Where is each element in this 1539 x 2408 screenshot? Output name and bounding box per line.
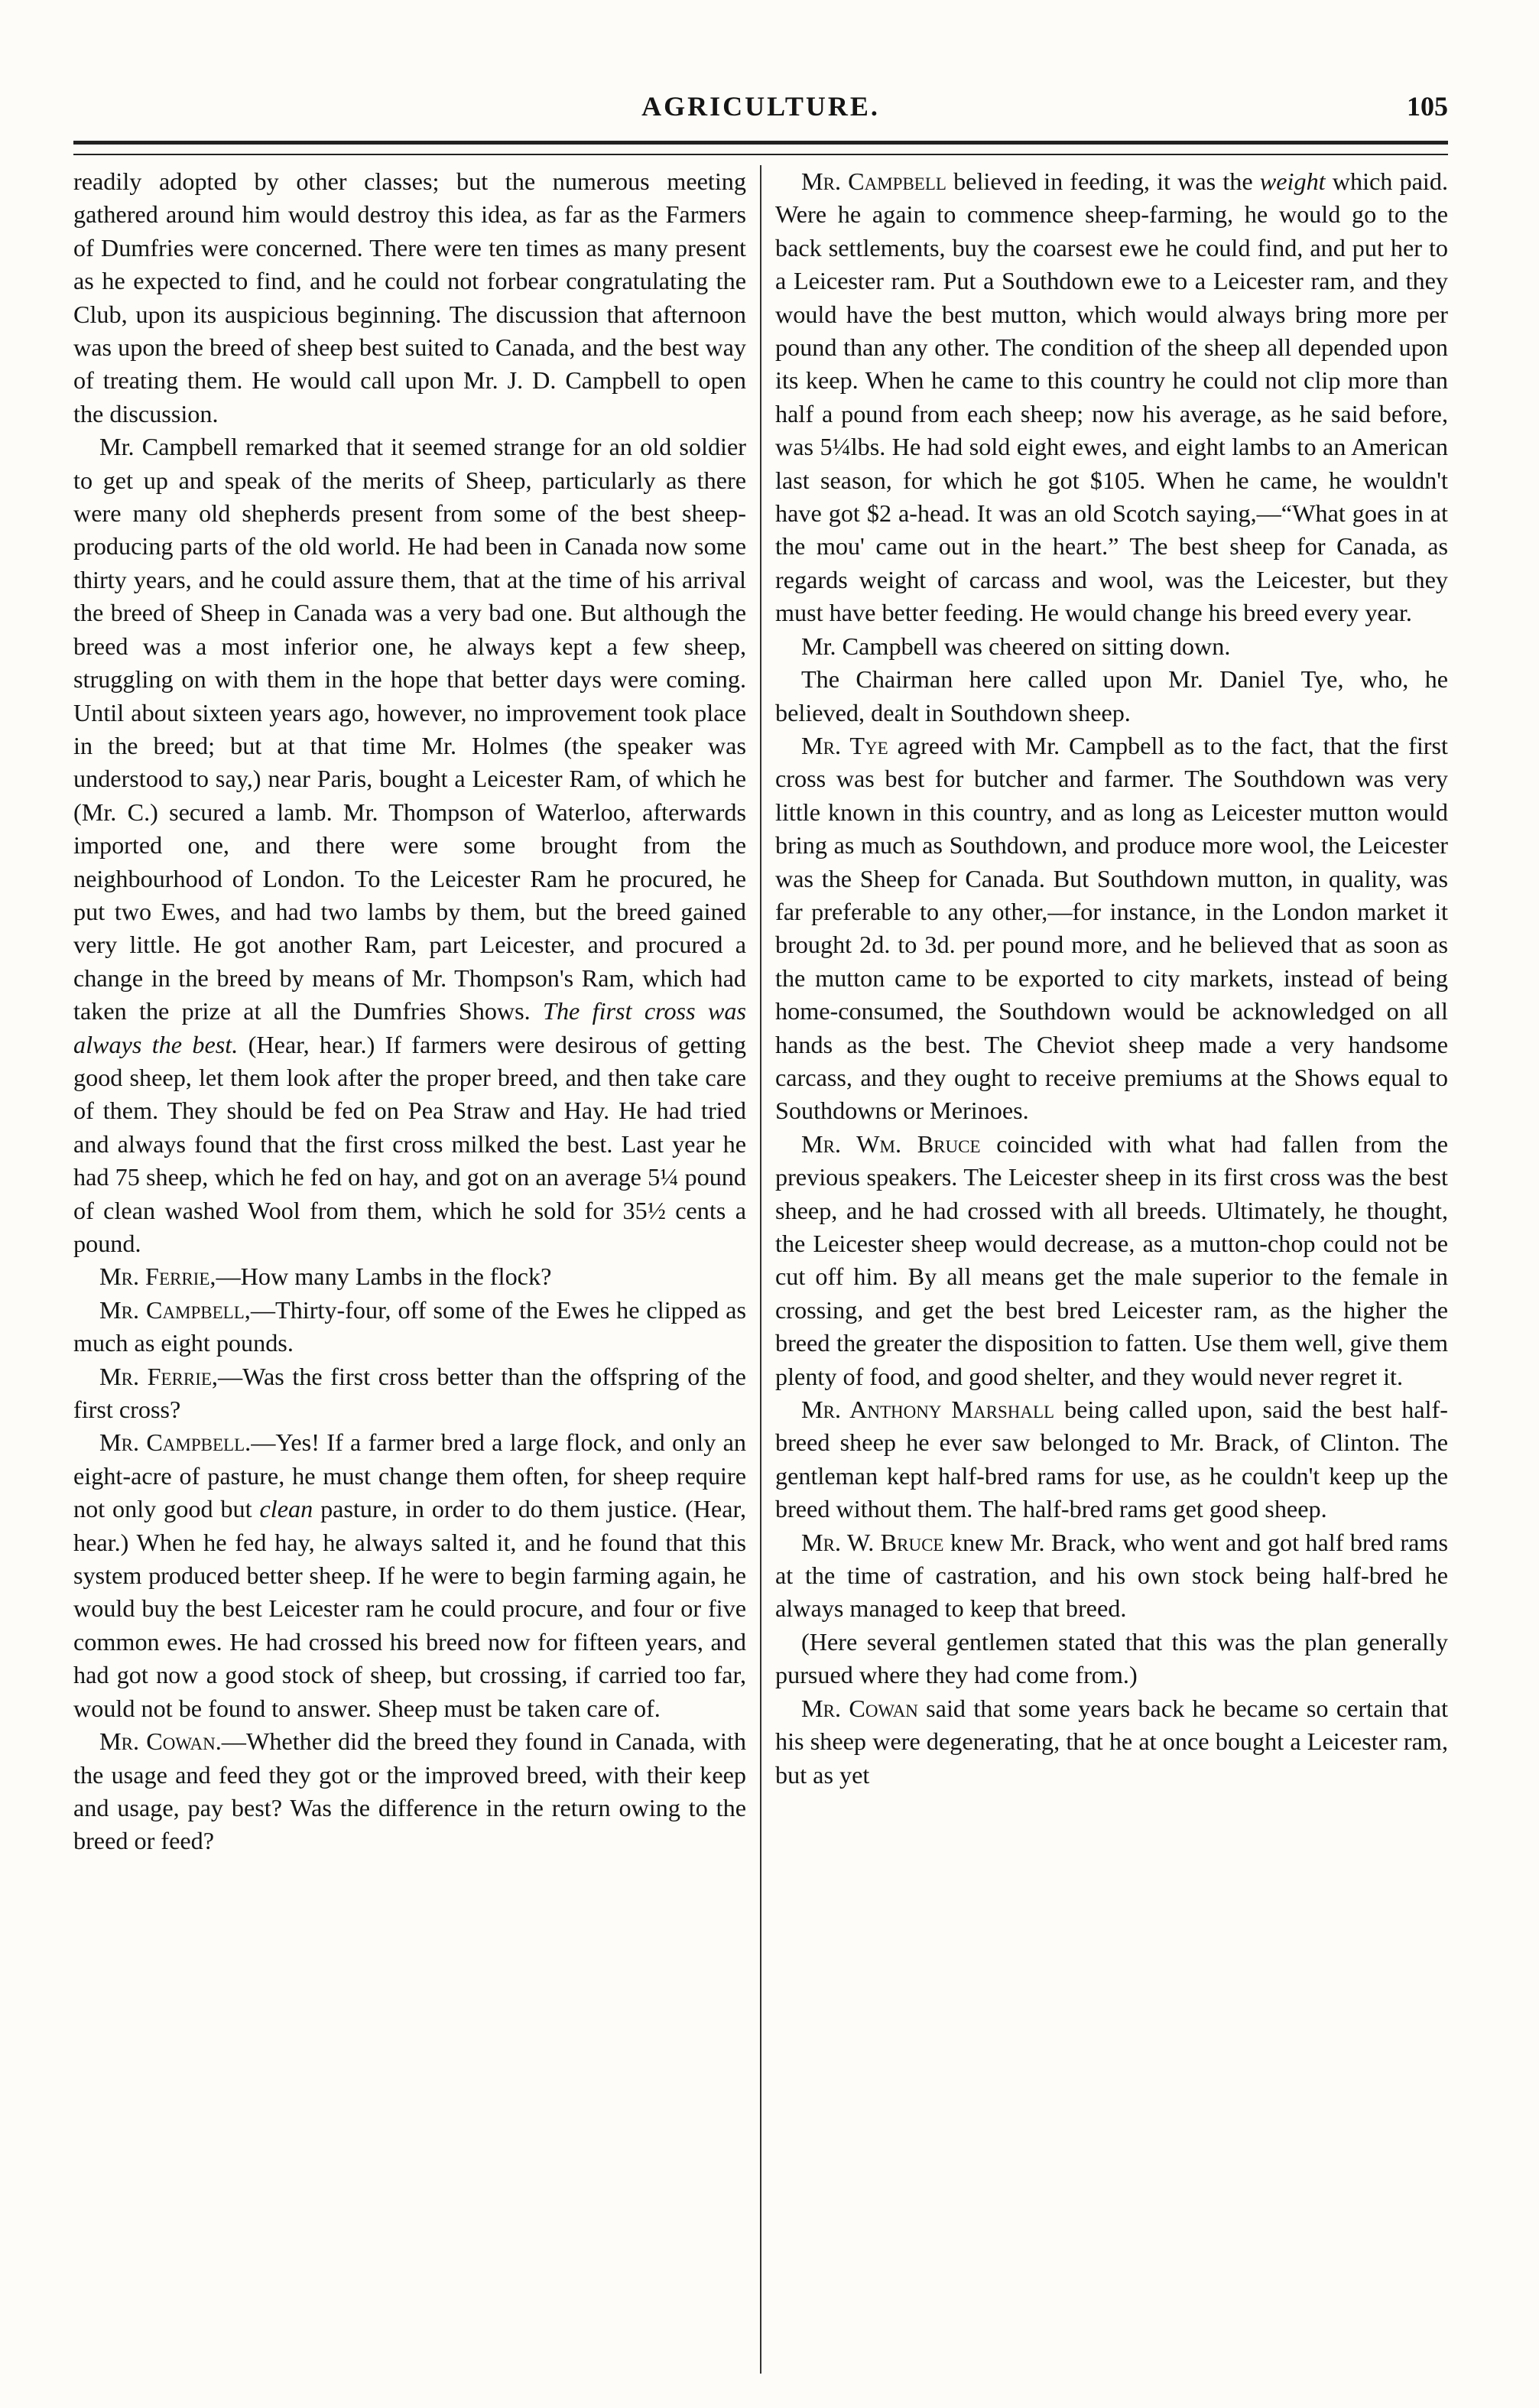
- paragraph-text: (Hear, hear.) If farmers were desirous of getting good sheep, let them look after the proper breed, and then take care of them. They should be fed on Pea Straw and Hay. He had tried and always found that the first cross milked the best. Last year he had 75 sheep, which he fed on hay, and got on an average 5¼ pound of clean washed Wool from them, which he sold for 35½ cents a pound.: [73, 1030, 746, 1257]
- paragraph: [775, 663, 1448, 730]
- page-header: [73, 87, 1448, 135]
- body-columns: [73, 165, 1448, 2374]
- paragraph: [73, 1294, 746, 1360]
- paragraph: [73, 431, 746, 1260]
- column-gutter: [746, 165, 775, 2374]
- paragraph-text: —How many Lambs in the flock?: [216, 1262, 552, 1291]
- document-page: [73, 87, 1448, 2374]
- speaker-name: Mr. Cowan: [801, 1694, 918, 1722]
- paragraph: [775, 165, 1448, 630]
- paragraph-text: agreed with Mr. Campbell as to the fact, that the first cross was best for butcher and farmer. The Southdown was very little known in this country, and as long as Leicester mutton would bring as much as Southdown, and produce more wool, the Leicester was the Sheep for Canada. But Southdown mutton, in quality, was far preferable to any other,—for instance, in the London market it brought 2d. to 3d. per pound more, and he believed that as soon as the mutton came to be exported to city markets, instead of being home-consumed, the Southdown would be acknowledged on all hands as the best. The Cheviot sheep made a very handsome carcass, and they ought to receive premiums at the Shows equal to Southdowns or Merinoes.: [775, 731, 1448, 1125]
- header-rule: [73, 141, 1448, 155]
- left-column: [73, 165, 746, 2374]
- paragraph: [775, 1128, 1448, 1393]
- paragraph: [775, 1626, 1448, 1692]
- paragraph-text: —Whether did the breed they found in Canada, with the usage and feed they got or the improved breed, with their keep and usage, pay best? Was the difference in the return owing to the breed or feed?: [73, 1727, 746, 1855]
- paragraph-text: Mr. Campbell remarked that it seemed strange for an old soldier to get up and speak of the merits of Sheep, particularly as there were many old shepherds present from some of the best sheep-producing parts of the old world. He had been in Canada now some thirty years, and he could assure them, that at the time of his arrival the breed of Sheep in Canada was a very bad one. But although the breed was a most inferior one, he always kept a few sheep, struggling on with them in the hope that better days were coming. Until about sixteen years ago, however, no improvement took place in the breed; but at that time Mr. Holmes (the speaker was understood to say,) near Paris, bought a Leicester Ram, of which he (Mr. C.) secured a lamb. Mr. Thompson of Waterloo, afterwards imported one, and there were some brought from the neighbourhood of London. To the Leicester Ram he procured, he put two Ewes, and had two lambs by them, but the breed gained very little. He got another Ram, part Leicester, and procured a change in the breed by means of Mr. Thompson's Ram, which had taken the prize at all the Dumfries Shows.: [73, 433, 746, 1025]
- paragraph-text: —Was the first cross better than the offspring of the first cross?: [73, 1362, 746, 1424]
- paragraph-text: being called upon, said the best half-breed sheep he ever saw belonged to Mr. Brack, of Clinton. The gentleman kept half-bred rams for use, as he couldn't keep up the breed without them. The half-bred rams get good sheep.: [775, 1396, 1448, 1523]
- speaker-name: Mr. Campbell.: [99, 1428, 252, 1457]
- paragraph: [73, 165, 746, 431]
- paragraph-text: said that some years back he became so certain that his sheep were degenerating, that he at once bought a Leicester ram, but as yet: [775, 1694, 1448, 1789]
- page-number: 105: [1407, 91, 1448, 122]
- speaker-name: Mr. Anthony Marshall: [801, 1396, 1055, 1424]
- paragraph-text: (Here several gentlemen stated that this was the plan generally pursued where they had come from.): [775, 1627, 1448, 1689]
- paragraph: [775, 1692, 1448, 1792]
- speaker-name: Mr. Tye: [801, 731, 888, 759]
- speaker-name: Mr. Wm. Bruce: [801, 1129, 981, 1158]
- paragraph-text: pasture, in order to do them justice. (Hear, hear.) When he fed hay, he always salted it, and he found that this system produced better sheep. If he were to begin farming again, he would buy the best Leicester ram he could procure, and four or five common ewes. He had crossed his breed now for fifteen years, and had got now a good stock of sheep, but crossing, if carried too far, would not be found to answer. Sheep must be taken care of.: [73, 1495, 746, 1722]
- paragraph: [73, 1725, 746, 1858]
- speaker-name: Mr. Campbell: [801, 167, 946, 195]
- paragraph-text: —Thirty-four, off some of the Ewes he clipped as much as eight pounds.: [73, 1295, 746, 1357]
- paragraph-text: coincided with what had fallen from the previous speakers. The Leicester sheep in its first cross was the best sheep, and he had crossed with all breeds. Ultimately, he thought, the Leicester sheep would decrease, as a mutton-chop could not be cut off him. By all means get the male superior to the female in crossing, and get the best bred Leicester ram, as the higher the breed the greater the disposition to fatten. Use them well, give them plenty of food, and good shelter, and they would never regret it.: [775, 1129, 1448, 1390]
- emphasis-text: The first cross was always the best.: [73, 997, 746, 1058]
- paragraph-text: believed in feeding, it was the: [946, 167, 1260, 195]
- paragraph-text: readily adopted by other classes; but the numerous meeting gathered around him would destroy this idea, as far as the Farmers of Dumfries were concerned. There were ten times as many present as he expected to find, and he could not forbear congratulating the Club, upon its auspicious beginning. The discussion that afternoon was upon the breed of sheep best suited to Canada, and the best way of treating them. He would call upon Mr. J. D. Campbell to open the discussion.: [73, 167, 746, 427]
- paragraph-text: which paid. Were he again to commence sheep-farming, he would go to the back settlements, buy the coarsest ewe he could find, and put her to a Leicester ram. Put a Southdown ewe to a Leicester ram, and they would have the best mutton, which would always bring more per pound than any other. The condition of the sheep all depended upon its keep. When he came to this country he could not clip more than half a pound from each sheep; now his average, as he said before, was 5¼lbs. He had sold eight ewes, and eight lambs to an American last season, for which he got $105. When he came, he wouldn't have got $2 a-head. It was an old Scotch saying,—“What goes in at the mou' came out in the heart.” The best sheep for Canada, as regards weight of carcass and wool, was the Leicester, but they must have better feeding. He would change his breed every year.: [775, 167, 1448, 627]
- speaker-name: Mr. W. Bruce: [801, 1528, 944, 1556]
- running-head: AGRICULTURE.: [641, 91, 880, 122]
- paragraph: [775, 1526, 1448, 1626]
- emphasis-text: clean: [259, 1495, 313, 1523]
- paragraph-text: The Chairman here called upon Mr. Daniel Tye, who, he believed, dealt in Southdown sheep.: [775, 665, 1448, 726]
- speaker-name: Mr. Campbell,: [99, 1295, 251, 1324]
- column-divider: [760, 165, 761, 2374]
- paragraph: [775, 730, 1448, 1128]
- paragraph: [73, 1260, 746, 1293]
- emphasis-text: weight: [1259, 167, 1326, 195]
- paragraph: [73, 1426, 746, 1725]
- paragraph-text: Mr. Campbell was cheered on sitting down.: [801, 632, 1231, 660]
- paragraph: [775, 1393, 1448, 1526]
- paragraph: [775, 630, 1448, 663]
- speaker-name: Mr. Ferrie,: [99, 1362, 218, 1390]
- speaker-name: Mr. Cowan.: [99, 1727, 222, 1756]
- speaker-name: Mr. Ferrie,: [99, 1262, 216, 1291]
- right-column: [775, 165, 1448, 2374]
- paragraph-text: —Yes! If a farmer bred a large flock, and only an eight-acre of pasture, he must change them often, for sheep require not only good but: [73, 1428, 746, 1523]
- paragraph: [73, 1360, 746, 1427]
- paragraph-text: knew Mr. Brack, who went and got half bred rams at the time of castration, and his own stock being half-bred he always managed to keep that breed.: [775, 1528, 1448, 1623]
